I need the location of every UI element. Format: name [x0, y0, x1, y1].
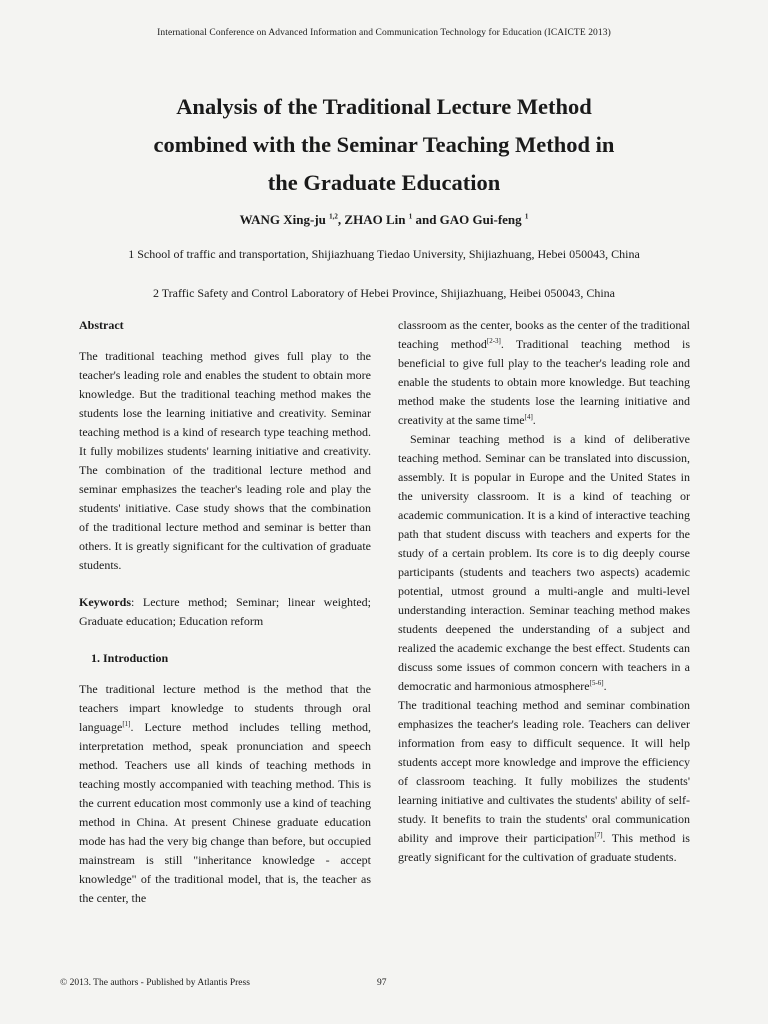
right-column	[398, 316, 690, 867]
introduction-heading: 1. Introduction	[91, 651, 169, 665]
title-line: the Graduate Education	[267, 170, 501, 195]
affiliation-1: 1 School of traffic and transportation, Shijiazhuang Tiedao University, Shijiazhuang, Hebei 050043, China	[128, 247, 640, 261]
citation: [2-3]	[486, 337, 501, 345]
title-line: Analysis of the Traditional Lecture Method	[176, 94, 592, 119]
page-number: 97	[377, 978, 387, 988]
page-footer	[60, 978, 720, 988]
citation: [7]	[594, 831, 603, 839]
affiliation-2: 2 Traffic Safety and Control Laboratory of Hebei Province, Shijiazhuang, Heibei 050043, China	[152, 286, 616, 300]
text-run: .	[532, 413, 536, 427]
abstract-text: The traditional teaching method gives full play to the teacher's leading role and enables the student to obtain more knowledge. But the traditional teaching method makes the students lose the learning initiative and creativity. Seminar teaching method is a kind of research type teaching method. It fully mobilizes students' learning initiative and creativity. The combination of the traditional lecture method and seminar emphasizes the teacher's leading role and play the students' initiative. Case study shows that the combination of the traditional lecture method and seminar is better than others. It is greatly significant for the cultivation of graduate students.	[79, 349, 371, 572]
author-name: WANG Xing-ju	[239, 212, 330, 227]
text-run: . This method is greatly significant for the cultivation of graduate students.	[398, 831, 690, 864]
left-column	[79, 316, 371, 908]
body-paragraph	[398, 316, 690, 430]
title-line: combined with the Seminar Teaching Method in	[153, 132, 615, 157]
body-paragraph	[398, 696, 690, 867]
text-run: classroom as the center, books as the center of the traditional teaching method	[398, 318, 690, 351]
author-affiliation-mark: 1	[408, 212, 413, 221]
author-affiliation-mark: 1,2	[329, 212, 338, 221]
text-run: The traditional teaching method and seminar combination emphasizes the teacher's leading role. Teachers can deliver information from easy to difficult sequence. It will help students accept more knowledge and improve the efficiency of classroom teaching. It fully mobilizes the students' learning initiative and cultivates the students' ability of self-study. It benefits to train the students' oral communication ability and improve their participation	[398, 698, 690, 845]
conference-header: International Conference on Advanced Information and Communication Technology for Education (ICAICTE 2013)	[157, 28, 611, 38]
author-list	[0, 212, 768, 228]
author-name: , ZHAO Lin	[337, 212, 409, 227]
text-run: Seminar teaching method is a kind of deliberative teaching method. Seminar can be translated into discussion, assembly. It is popular in Europe and the United States in the university classroom. It is a kind of teaching or academic communication. It is a kind of interactive teaching path that student discuss with teachers and experts for the study of a certain problem. Its core is to dig deeply course participants (students and teachers two aspects) academic potential, utmost ground a multi-angle and multi-level understanding interaction. Seminar teaching method makes students deepened the understanding of a subject and realized the academic exchange the best effect. Students can discuss some issues of common concern with teachers in a democratic and harmonious atmosphere	[398, 432, 690, 693]
copyright-notice: © 2013. The authors - Published by Atlantis Press	[60, 978, 250, 988]
text-run: The traditional lecture method is the method that the teachers impart knowledge to students through oral language	[79, 682, 371, 734]
body-paragraph	[398, 430, 690, 696]
paper-title	[80, 88, 688, 202]
citation: [5-6]	[589, 679, 604, 687]
text-run: . Traditional teaching method is beneficial to give full play to the teacher's leading role and enable the students to obtain more knowledge. But teaching method make the students lose the learning initiative and creativity at the same time	[398, 337, 691, 427]
text-run: . Lecture method includes telling method, interpretation method, speak pronunciation and speech method. Teachers use all kinds of teaching methods in teaching mostly accompanied with teaching method. This is the current education most commonly use a kind of teaching method in China. At present Chinese graduate education mode has had the very big change than before, but occupied mainstream is still "inheritance knowledge - accept knowledge" of the traditional model, that is, the teacher as the center, the	[79, 720, 371, 905]
author-name: and GAO Gui-feng	[412, 212, 525, 227]
keywords-label: Keywords	[79, 595, 131, 609]
keywords-text: : Lecture method; Seminar; linear weighted; Graduate education; Education reform	[79, 595, 371, 628]
text-run: .	[603, 679, 607, 693]
keywords-paragraph	[79, 593, 371, 631]
citation: [1]	[122, 720, 131, 728]
introduction-paragraph	[79, 680, 371, 908]
abstract-heading: Abstract	[79, 318, 124, 332]
citation: [4]	[524, 413, 533, 421]
author-affiliation-mark: 1	[524, 212, 529, 221]
